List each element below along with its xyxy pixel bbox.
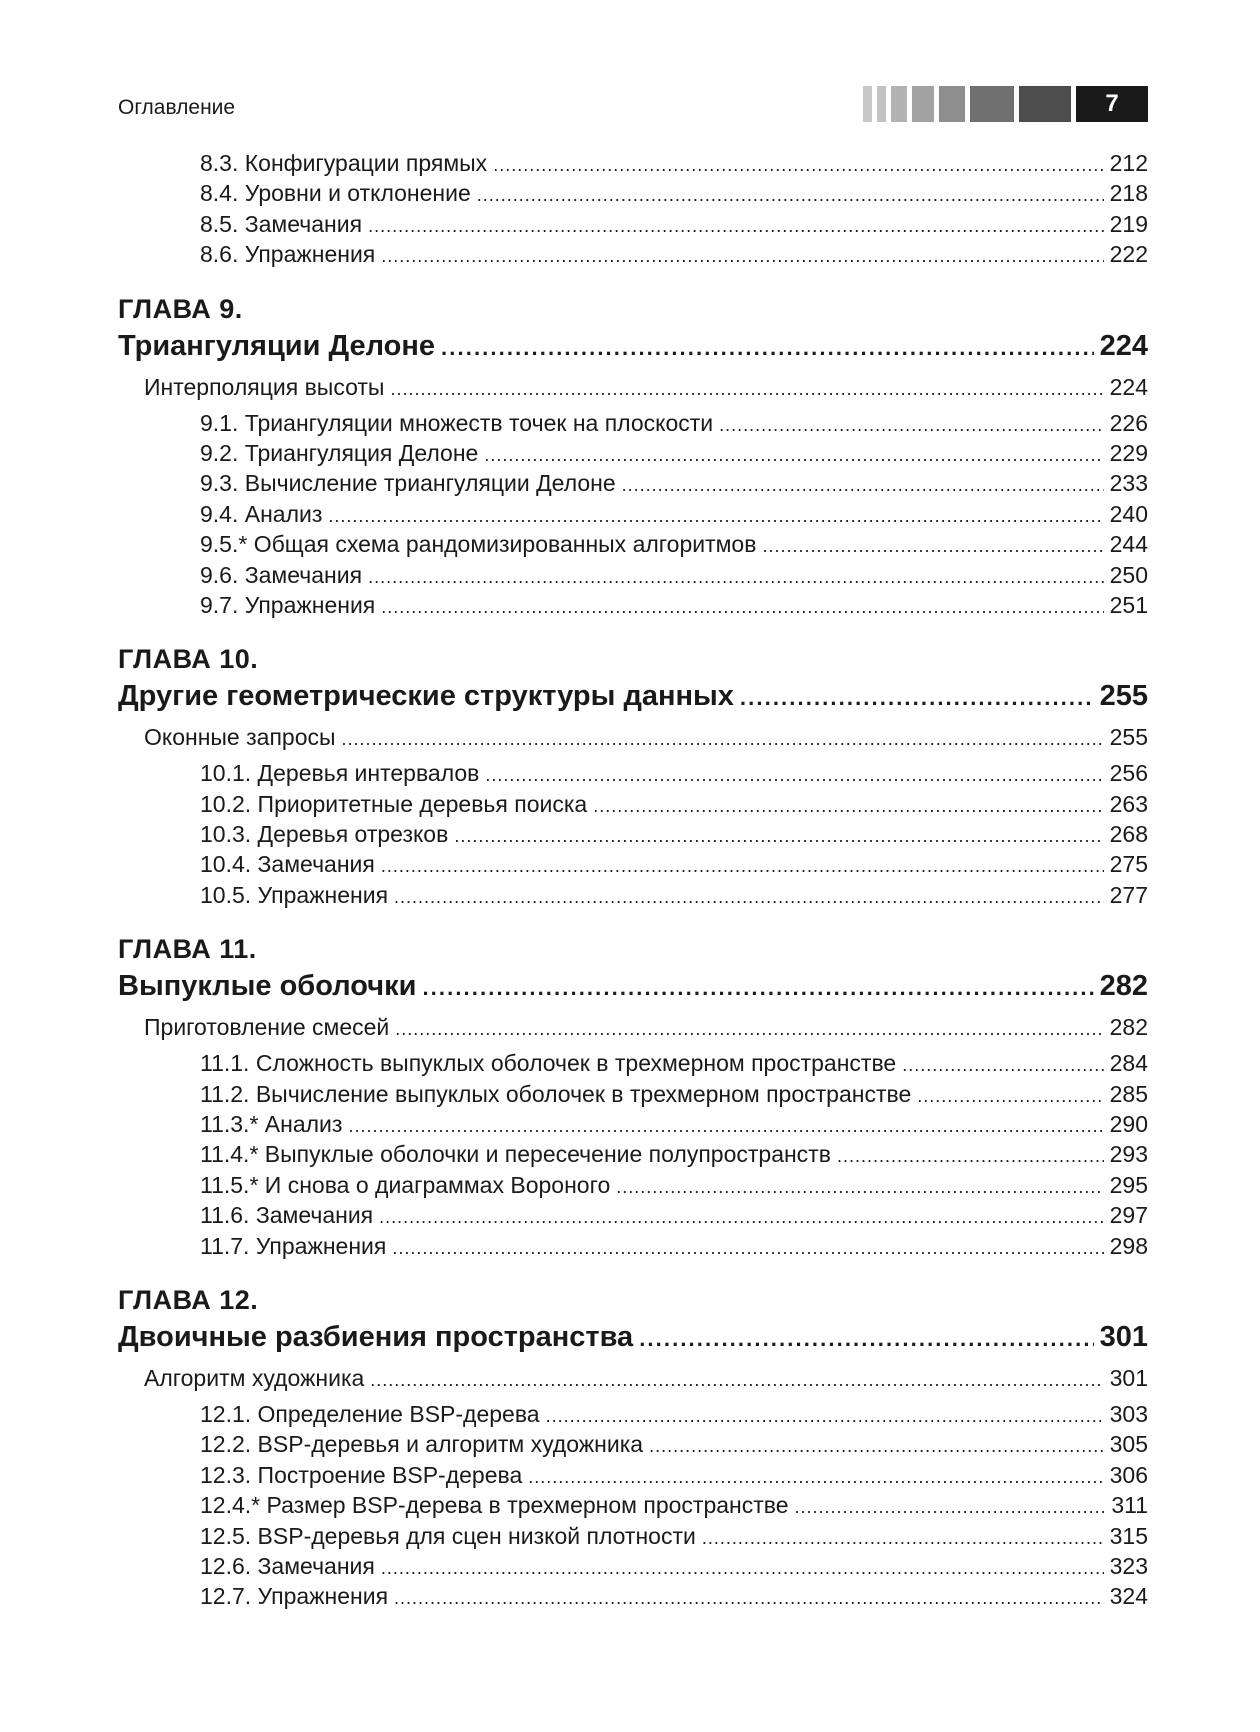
toc-entry[interactable] [118,1081,1148,1111]
entry-page: 306 [1109,1461,1148,1488]
entry-label: 11.6. Замечания [200,1202,374,1229]
entry-label: 11.4.* Выпуклые оболочки и пересечение полупространств [200,1141,831,1168]
entry-page: 256 [1109,760,1148,787]
chapter-intro-entry[interactable] [118,374,1148,410]
entry-page: 219 [1109,210,1148,237]
toc-entry[interactable] [118,501,1148,531]
leader-dots [370,1370,1103,1391]
thumb-tab [877,86,886,122]
toc-entry[interactable] [118,241,1148,271]
leader-dots [381,1558,1104,1579]
page-header [118,86,1148,126]
leader-dots [454,826,1103,847]
toc-entry[interactable] [118,440,1148,470]
toc-entry[interactable] [118,470,1148,500]
toc-entry[interactable] [118,211,1148,241]
entry-page: 324 [1109,1583,1148,1610]
toc-entry[interactable] [118,1111,1148,1141]
lead-sections [118,150,1148,272]
entry-label: 10.1. Деревья интервалов [200,760,480,787]
chapter-title-entry[interactable] [118,1321,1148,1361]
entry-page: 277 [1109,881,1148,908]
entry-label: 9.2. Триангуляция Делоне [200,439,479,466]
entry-page: 315 [1109,1522,1148,1549]
leader-dots [493,155,1103,176]
entry-page: 226 [1109,409,1148,436]
entry-page: 301 [1109,1364,1148,1391]
toc-entry[interactable] [118,1492,1148,1522]
thumb-tab [863,86,872,122]
leader-dots [639,1326,1093,1352]
leader-dots [528,1467,1103,1488]
entry-label: 8.4. Уровни и отклонение [200,180,471,207]
running-head: Оглавление [118,96,236,119]
leader-dots [381,246,1103,267]
chapter-intro-entry[interactable] [118,1014,1148,1050]
chapter-intro-entry[interactable] [118,1365,1148,1401]
chapter-9 [118,294,1148,623]
entry-label: 10.4. Замечания [200,851,375,878]
leader-dots [616,1177,1103,1198]
entry-page: 295 [1109,1171,1148,1198]
chapter-11 [118,934,1148,1263]
chapter-title: Другие геометрические структуры данных [118,680,734,713]
entry-label: 10.5. Упражнения [200,881,389,908]
chapter-title-entry[interactable] [118,680,1148,720]
chapter-page: 255 [1099,680,1148,713]
entry-label: 11.7. Упражнения [200,1232,387,1259]
entry-label: 11.3.* Анализ [200,1111,343,1138]
leader-dots [368,216,1104,237]
leader-dots [379,1207,1103,1228]
toc-entry[interactable] [118,1172,1148,1202]
leader-dots [484,445,1103,466]
toc-entry[interactable] [118,1141,1148,1171]
leader-dots [902,1055,1103,1076]
entry-label: 10.3. Деревья отрезков [200,821,449,848]
table-of-contents [118,150,1148,1614]
entry-page: 275 [1109,851,1148,878]
leader-dots [395,1019,1103,1040]
chapter-10 [118,644,1148,912]
chapter-title: Двоичные разбиения пространства [118,1320,634,1353]
entry-label: 12.7. Упражнения [200,1583,389,1610]
entry-label: 11.5.* И снова о диаграммах Вороного [200,1171,611,1198]
leader-dots [394,887,1104,908]
thumb-tab [970,86,1014,122]
leader-dots [917,1086,1103,1107]
entry-page: 255 [1109,724,1148,751]
entry-page: 293 [1109,1141,1148,1168]
entry-label: 12.6. Замечания [200,1552,375,1579]
entry-label: 11.1. Сложность выпуклых оболочек в трехмерном пространстве [200,1050,897,1077]
entry-label: 11.2. Вычисление выпуклых оболочек в трехмерном пространстве [200,1080,912,1107]
chapter-page: 224 [1099,329,1148,362]
entry-label: 9.7. Упражнения [200,591,376,618]
leader-dots [477,185,1104,206]
chapter-label: ГЛАВА 11. [118,934,257,965]
entry-label: 9.6. Замечания [200,561,363,588]
entry-page: 268 [1109,821,1148,848]
entry-label: 12.3. Построение BSP-дерева [200,1461,523,1488]
entry-label: Приготовление смесей [144,1014,390,1041]
toc-entry[interactable] [118,760,1148,790]
entry-label: 9.1. Триангуляции множеств точек на плоскости [200,409,714,436]
leader-dots [328,506,1103,527]
toc-entry[interactable] [118,791,1148,821]
entry-label: 12.4.* Размер BSP-дерева в трехмерном пространстве [200,1492,789,1519]
entry-page: 282 [1109,1014,1148,1041]
toc-entry[interactable] [118,180,1148,210]
thumb-tab [912,86,934,122]
entry-label: 12.2. BSP-деревья и алгоритм художника [200,1431,644,1458]
entry-label: 9.4. Анализ [200,500,323,527]
leader-dots [622,475,1104,496]
thumb-tab [1019,86,1071,122]
leader-dots [719,415,1104,436]
chapter-intro-entry[interactable] [118,724,1148,760]
entry-page: 298 [1109,1232,1148,1259]
chapter-title: Триангуляции Делоне [118,329,436,362]
entry-page: 263 [1109,790,1148,817]
entry-label: 12.5. BSP-деревья для сцен низкой плотности [200,1522,696,1549]
leader-dots [381,856,1104,877]
entry-page: 222 [1109,241,1148,268]
chapter-label: ГЛАВА 12. [118,1284,259,1315]
toc-entry[interactable] [118,410,1148,440]
entry-label: 8.5. Замечания [200,210,363,237]
entry-label: Интерполяция высоты [144,373,385,400]
page-number: 7 [1076,86,1148,122]
leader-dots [649,1436,1104,1457]
entry-page: 290 [1109,1111,1148,1138]
toc-entry[interactable] [118,851,1148,881]
entry-label: 8.6. Упражнения [200,241,376,268]
toc-entry[interactable] [118,562,1148,592]
entry-label: 9.5.* Общая схема рандомизированных алгоритмов [200,531,757,558]
leader-dots [441,335,1094,361]
entry-page: 229 [1109,439,1148,466]
entry-page: 284 [1109,1050,1148,1077]
leader-dots [485,765,1103,786]
entry-page: 285 [1109,1080,1148,1107]
leader-dots [837,1146,1104,1167]
entry-label: 9.3. Вычисление триангуляции Делоне [200,470,616,497]
thumb-tabs [858,86,1148,122]
toc-entry[interactable] [118,1401,1148,1431]
entry-page: 240 [1109,500,1148,527]
entry-label: 12.1. Определение BSP-дерева [200,1400,540,1427]
entry-label: 10.2. Приоритетные деревья поиска [200,790,588,817]
chapter-label: ГЛАВА 10. [118,644,259,675]
entry-label: 8.3. Конфигурации прямых [200,150,488,176]
leader-dots [348,1116,1103,1137]
toc-entry[interactable] [118,821,1148,851]
toc-entry[interactable] [118,1523,1148,1553]
toc-entry[interactable] [118,592,1148,622]
thumb-tab [891,86,907,122]
toc-entry[interactable] [118,150,1148,180]
leader-dots [740,685,1094,711]
thumb-tab [939,86,965,122]
entry-page: 212 [1109,150,1148,176]
entry-page: 297 [1109,1202,1148,1229]
leader-dots [422,975,1093,1001]
entry-page: 305 [1109,1431,1148,1458]
toc-entry[interactable] [118,1202,1148,1232]
leader-dots [795,1497,1106,1518]
leader-dots [342,729,1104,750]
chapter-12 [118,1285,1148,1614]
toc-entry[interactable] [118,882,1148,912]
entry-page: 244 [1109,531,1148,558]
leader-dots [394,1588,1104,1609]
chapter-page: 282 [1099,970,1148,1003]
toc-entry[interactable] [118,1462,1148,1492]
leader-dots [368,567,1104,588]
entry-page: 233 [1109,470,1148,497]
chapter-title-entry[interactable] [118,970,1148,1010]
leader-dots [392,1238,1103,1259]
entry-page: 224 [1109,373,1148,400]
entry-label: Алгоритм художника [144,1364,365,1391]
chapter-label: ГЛАВА 9. [118,293,243,324]
leader-dots [546,1406,1104,1427]
toc-entry[interactable] [118,531,1148,561]
chapter-page: 301 [1099,1320,1148,1353]
leader-dots [593,796,1103,817]
entry-page: 311 [1111,1492,1148,1519]
chapter-title-entry[interactable] [118,330,1148,370]
entry-label: Оконные запросы [144,724,336,751]
entry-page: 323 [1109,1552,1148,1579]
leader-dots [702,1528,1104,1549]
entry-page: 218 [1109,180,1148,207]
entry-page: 251 [1109,591,1148,618]
entry-page: 303 [1109,1400,1148,1427]
toc-entry[interactable] [118,1050,1148,1080]
leader-dots [381,597,1103,618]
entry-page: 250 [1109,561,1148,588]
toc-entry[interactable] [118,1583,1148,1613]
leader-dots [762,536,1103,557]
chapter-title: Выпуклые оболочки [118,970,417,1003]
toc-entry[interactable] [118,1553,1148,1583]
leader-dots [390,379,1103,400]
toc-entry[interactable] [118,1233,1148,1263]
toc-entry[interactable] [118,1431,1148,1461]
